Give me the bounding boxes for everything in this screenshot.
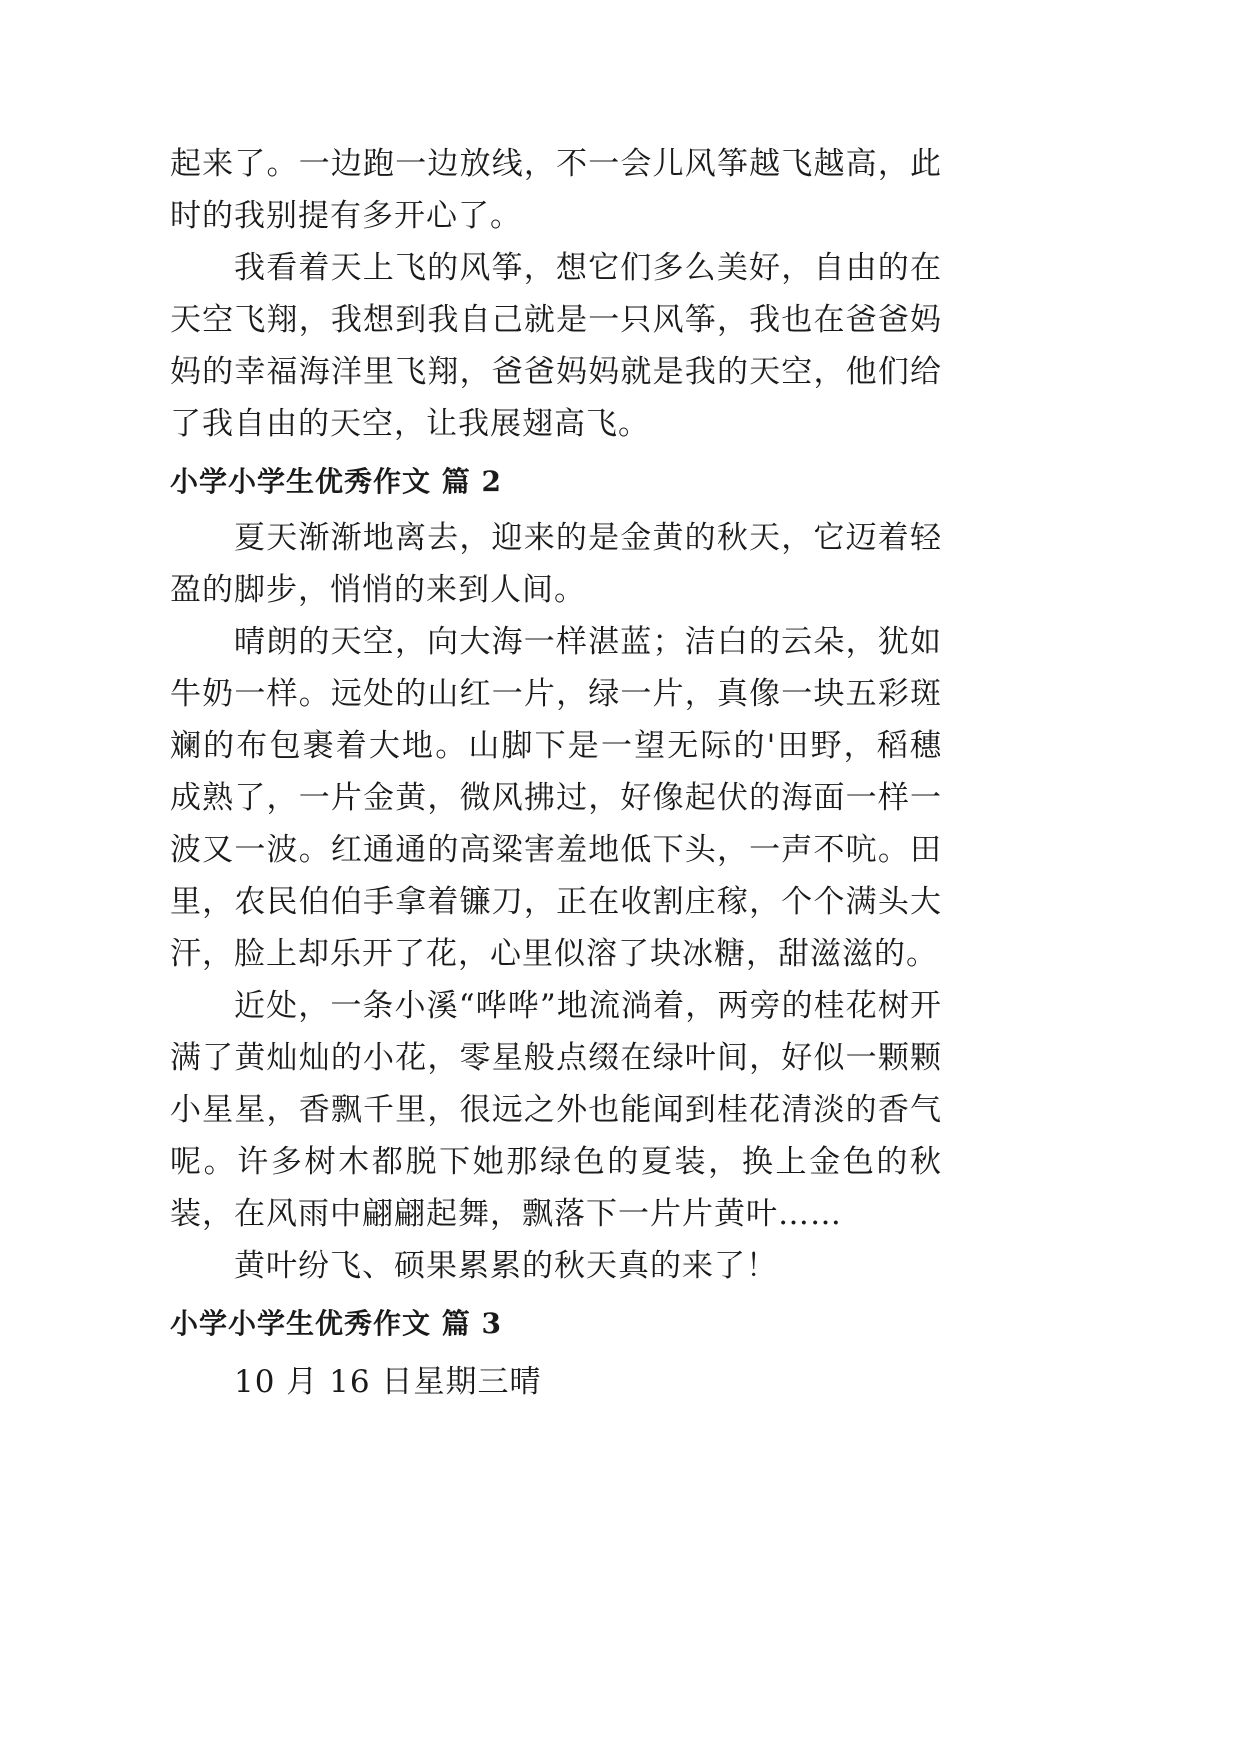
paragraph-kite: 我看着天上飞的风筝，想它们多么美好，自由的在天空飞翔，我想到我自己就是一只风筝，我也在爸爸妈妈的幸福海洋里飞翔，爸爸妈妈就是我的天空，他们给了我自由的天空，让我展翅高飞。	[170, 250, 942, 442]
section-title-3: 小学小学生优秀作文 篇 3	[170, 1307, 502, 1340]
paragraph-sky: 晴朗的天空，向大海一样湛蓝；洁白的云朵，犹如牛奶一样。远处的山红一片，绿一片，真像一块五彩斑斓的布包裹着大地。山脚下是一望无际的'田野，稻穗成熟了，一片金黄，微风拂过，好像起伏的海面一样一波又一波。红通通的高粱害羞地低下头，一声不吭。田里，农民伯伯手拿着镰刀，正在收割庄稼，个个满头大汗，脸上却乐开了花，心里似溶了块冰糖，甜滋滋的。	[170, 624, 942, 972]
paragraph-stream: 近处，一条小溪“哗哗”地流淌着，两旁的桂花树开满了黄灿灿的小花，零星般点缀在绿叶间，好似一颗颗小星星，香飘千里，很远之外也能闻到桂花清淡的香气呢。许多树木都脱下她那绿色的夏装，换上金色的秋装，在风雨中翩翩起舞，飘落下一片片黄叶……	[170, 988, 942, 1232]
document-page	[170, 138, 942, 1408]
paragraph-autumn: 黄叶纷飞、硕果累累的秋天真的来了！	[234, 1248, 778, 1284]
date-line: 10 月 16 日星期三晴	[234, 1364, 542, 1400]
section-title-2: 小学小学生优秀作文 篇 2	[170, 465, 502, 498]
paragraph-continuation: 起来了。一边跑一边放线，不一会儿风筝越飞越高，此时的我别提有多开心了。	[170, 146, 942, 234]
paragraph-summer: 夏天渐渐地离去，迎来的是金黄的秋天，它迈着轻盈的脚步，悄悄的来到人间。	[170, 520, 942, 608]
